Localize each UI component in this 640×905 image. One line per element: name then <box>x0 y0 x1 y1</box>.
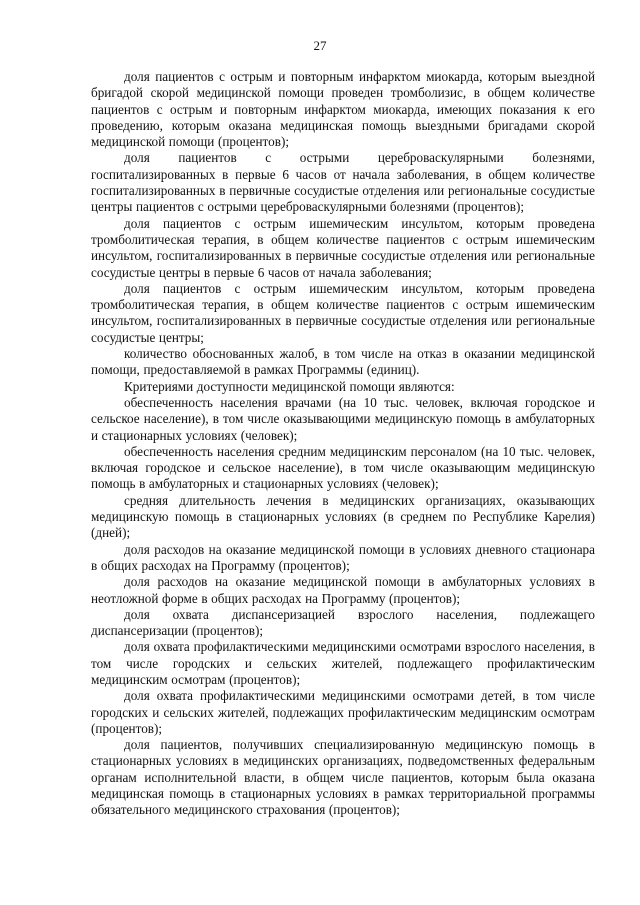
paragraph: обеспеченность населения врачами (на 10 тыс. человек, включая городское и сельское население), в том числе оказывающими медицинскую помощь в амбулаторных и стационарных условиях (человек); <box>91 394 595 443</box>
paragraph: доля расходов на оказание медицинской помощи в условиях дневного стационара в общих расходах на Программу (процентов); <box>91 541 595 573</box>
paragraph: доля пациентов с острыми цереброваскулярными болезнями, госпитализированных в первые 6 часов от начала заболевания, в общем количестве госпитализированных в первичные сосудистые отделения или региональные сосудистые центры пациентов с острыми цереброваскулярными болезнями (процентов); <box>91 150 595 215</box>
paragraph: доля охвата диспансеризацией взрослого населения, подлежащего диспансеризации (процентов); <box>91 606 595 639</box>
paragraph: доля пациентов с острым ишемическим инсультом, которым проведена тромболитическая терапия, в общем количестве пациентов с острым ишемическим инсультом, госпитализированных в первичные сосудистые отделения или региональные сосудистые центры в первые 6 часов от начала заболевания; <box>91 215 595 280</box>
paragraph: доля пациентов с острым и повторным инфарктом миокарда, которым выездной бригадой скорой медицинской помощи проведен тромболизис, в общем количестве пациентов с острым и повторным инфарктом миокарда, имеющих показания к его проведению, которым оказана медицинская помощь выездными бригадами скорой медицинской помощи (процентов); <box>91 69 595 150</box>
section-intro: Критериями доступности медицинской помощи являются: <box>124 378 455 394</box>
paragraph: обеспеченность населения средним медицинским персоналом (на 10 тыс. человек, включая городское и сельское население), в том числе оказывающим медицинскую помощь в амбулаторных и стационарных условиях (человек); <box>91 443 595 492</box>
document-body <box>91 69 595 819</box>
paragraph: доля охвата профилактическими медицинскими осмотрами взрослого населения, в том числе городских и сельских жителей, подлежащего профилактическим медицинским осмотрам (процентов); <box>91 639 595 687</box>
paragraph: доля охвата профилактическими медицинскими осмотрами детей, в том числе городских и сельских жителей, подлежащих профилактическим медицинским осмотрам (процентов); <box>91 688 595 736</box>
paragraph: количество обоснованных жалоб, в том числе на отказ в оказании медицинской помощи, предоставляемой в рамках Программы (единиц). <box>91 346 595 378</box>
paragraph: доля расходов на оказание медицинской помощи в амбулаторных условиях в неотложной форме в общих расходах на Программу (процентов); <box>91 574 595 606</box>
paragraph: средняя длительность лечения в медицинских организациях, оказывающих медицинскую помощь в стационарных условиях (в среднем по Республике Карелия) (дней); <box>91 492 595 541</box>
paragraph: доля пациентов с острым ишемическим инсультом, которым проведена тромболитическая терапия, в общем количестве пациентов с острым ишемическим инсультом, госпитализированных в первичные сосудистые отделения или региональные сосудистые центры; <box>91 280 595 345</box>
page-number: 27 <box>313 38 327 53</box>
paragraph: доля пациентов, получивших специализированную медицинскую помощь в стационарных условиях в медицинских организациях, подведомственных федеральным органам исполнительной власти, в общем числе пациентов, которым была оказана медицинская помощь в стационарных условиях в рамках территориальной программы обязательного медицинского страхования (процентов); <box>91 737 595 818</box>
